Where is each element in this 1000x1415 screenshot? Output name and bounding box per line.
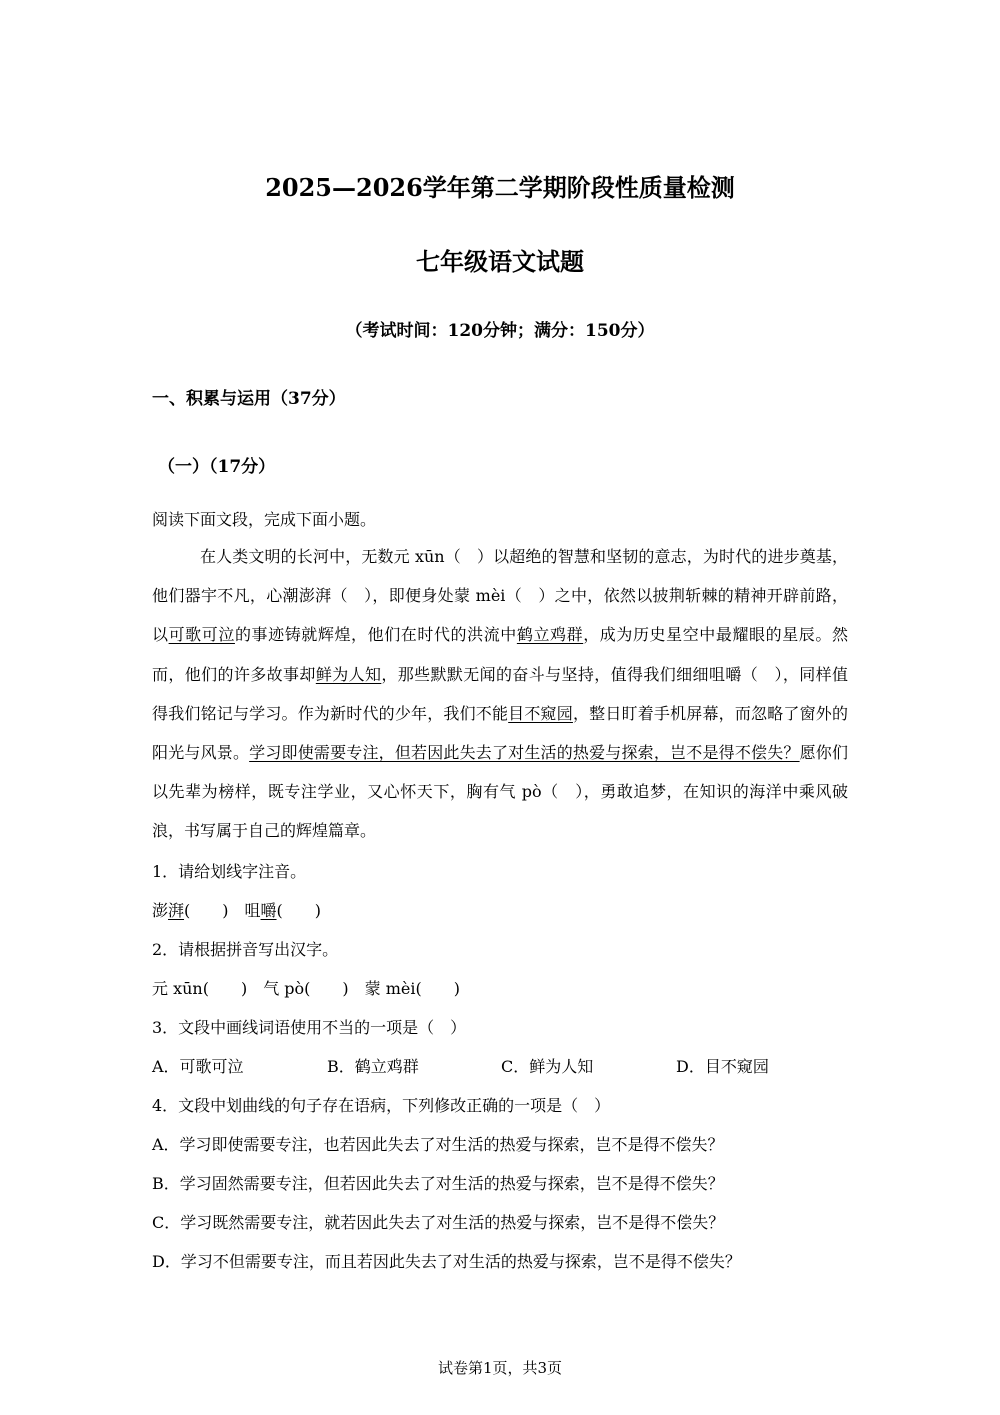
q3-option-d: D．目不窥园 [676,1057,769,1076]
underlined-word: 目不窥园 [508,703,573,723]
exam-subtitle: 七年级语文试题 [416,247,584,276]
passage-text: 愿你们以先辈为榜样，既专注学业，又心怀天下，胸有气 pò（ ），勇敢追梦，在知识的海洋中乘风破浪，书写属于自己的辉煌篇章。 [152,743,848,841]
reading-passage [152,537,848,851]
underlined-sentence: 学习即使需要专注，但若因此失去了对生活的热爱与探索，岂不是得不偿失？ [249,743,800,763]
q3-option-c: C．鲜为人知 [501,1057,594,1076]
underlined-word: 鲜为人知 [315,664,382,684]
q1-blank: ( ) [276,901,322,920]
q1-blank: ( ) 咀 [184,901,261,920]
passage-text: ，那些默默无闻的奋斗与坚持，值得我们细细咀嚼（ ），同样值得我们铭记与学习。作为新时代的少年，我们不能 [152,664,848,723]
passage-text: 在人类文明的长河中，无数元 xūn（ ）以超绝的智慧和坚韧的意志，为时代的进步奠基，他们器宇不凡，心潮澎湃（ ），即便身处蒙 mèi（ ）之中，依然以披荆斩棘的精神开辟前路，以 [152,547,848,645]
exam-info: （考试时间：120分钟；满分：150分） [345,321,655,341]
question-1-prompt: 1．请给划线字注音。 [152,862,307,881]
q1-underlined-char: 嚼 [260,901,277,920]
passage-text: ，整日盯着手机屏幕，而忽略了窗外的阳光与风景。 [152,703,848,763]
q3-option-a: A．可歌可泣 [152,1057,244,1076]
underlined-word: 鹤立鸡群 [516,625,584,645]
question-2-answer-line: 元 xūn( ) 气 pò( ) 蒙 mèi( ) [152,979,460,998]
subsection-heading: （一）（17分） [158,457,276,477]
question-1-answer-line [152,898,321,921]
page-footer: 试卷第1页，共3页 [437,1359,563,1377]
reading-instruction: 阅读下面文段，完成下面小题。 [152,510,377,529]
q4-option-d: D．学习不但需要专注，而且若因此失去了对生活的热爱与探索，岂不是得不偿失？ [152,1252,741,1271]
q1-underlined-char: 湃 [168,901,185,920]
q4-option-c: C．学习既然需要专注，就若因此失去了对生活的热爱与探索，岂不是得不偿失？ [152,1213,725,1232]
q4-option-a: A．学习即使需要专注，也若因此失去了对生活的热爱与探索，岂不是得不偿失？ [152,1135,724,1154]
question-2-prompt: 2．请根据拼音写出汉字。 [152,940,339,959]
passage-text: 的事迹铸就辉煌，他们在时代的洪流中 [234,625,517,645]
passage-text: ，成为历史星空中最耀眼的星辰。然而，他们的许多故事却 [152,625,848,684]
q4-option-b: B．学习固然需要专注，但若因此失去了对生活的热爱与探索，岂不是得不偿失？ [152,1174,724,1193]
exam-title: 2025—2026学年第二学期阶段性质量检测 [265,173,735,202]
q3-option-b: B．鹤立鸡群 [327,1057,419,1076]
underlined-word: 可歌可泣 [168,625,235,645]
question-3-prompt: 3．文段中画线词语使用不当的一项是（ ） [152,1018,467,1037]
section-heading: 一、积累与运用（37分） [152,389,346,409]
question-4-prompt: 4．文段中划曲线的句子存在语病，下列修改正确的一项是（ ） [152,1096,611,1115]
q1-char: 澎 [152,901,169,920]
